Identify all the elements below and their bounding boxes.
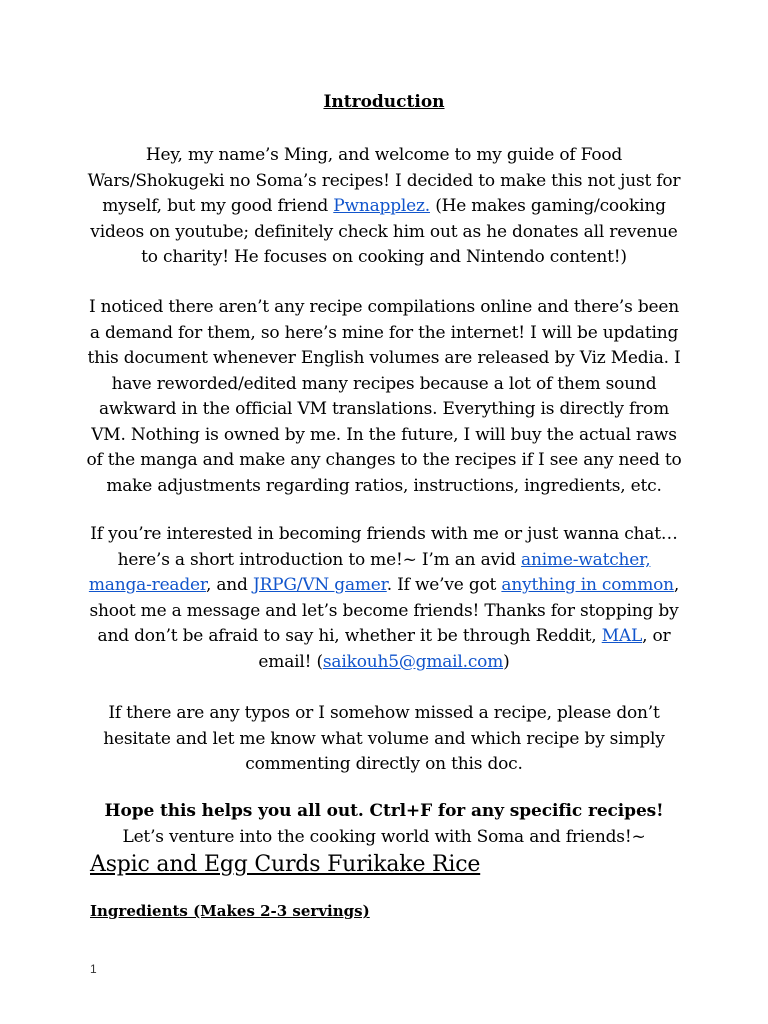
anime-watcher-link[interactable]: anime-watcher, — [521, 549, 651, 570]
closing-venture-line: Let’s venture into the cooking world with Soma and friends!~ — [122, 827, 646, 847]
intro-paragraph-2: I noticed there aren’t any recipe compilations online and there’s been a demand for them, so here’s mine for the internet! I will be updating this document whenever English volumes are released by Viz Media. I have reworded/edited many recipes because a lot of them sound awkward in the official VM translations. Everything is directly from VM. Nothing is owned by me. In the future, I will buy the actual raws of the manga and make any changes to the recipes if I see any need to make adjustments regarding ratios, instructions, ingredients, etc. — [86, 297, 682, 496]
pwnapplez-link[interactable]: Pwnapplez. — [333, 196, 430, 216]
manga-reader-link[interactable]: manga-reader — [88, 575, 206, 595]
friends-text-1: If you’re interested in becoming friends with me or just wanna chat… here’s a short introduction to me!~ I’m an avid — [90, 524, 678, 570]
ingredients-heading: Ingredients (Makes 2-3 servings) — [90, 902, 370, 920]
intro-text-1: Hey, my name’s Ming, and welcome to my guide of Food Wars/Shokugeki no Soma’s recipes! I decided to make this not just for myself, but my good friend — [87, 145, 681, 216]
friends-text-5: , or email! ( — [258, 626, 671, 672]
mal-link[interactable]: MAL — [601, 626, 643, 646]
closing-bold-line: Hope this helps you all out. Ctrl+F for any specific recipes! — [104, 801, 664, 821]
friends-text-4: , shoot me a message and let’s become friends! Thanks for stopping by and don’t be afraid to say hi, whether it be through Reddit, — [89, 575, 680, 646]
intro-text-2: (He makes gaming/cooking videos on youtube; definitely check him out as he donates all revenue to charity! He focuses on cooking and Nintendo content!) — [90, 196, 678, 267]
jrpg-vn-gamer-link[interactable]: JRPG/VN gamer — [252, 575, 387, 595]
intro-paragraph-1 — [84, 143, 684, 271]
page-number: 1 — [90, 962, 97, 976]
friends-text-2: , and — [205, 575, 253, 595]
recipe-title: Aspic and Egg Curds Furikake Rice — [90, 852, 481, 877]
friends-text-3: . If we’ve got — [386, 575, 502, 595]
intro-paragraph-3 — [84, 522, 684, 675]
friends-text-6: ) — [503, 651, 510, 672]
anything-in-common-link[interactable]: anything in common — [501, 575, 674, 595]
intro-paragraph-4: If there are any typos or I somehow missed a recipe, please don’t hesitate and let me know what volume and which recipe by simply commenting directly on this doc. — [103, 703, 665, 774]
email-link[interactable]: saikouh5@gmail.com — [322, 651, 504, 672]
page-title: Introduction — [323, 92, 445, 112]
